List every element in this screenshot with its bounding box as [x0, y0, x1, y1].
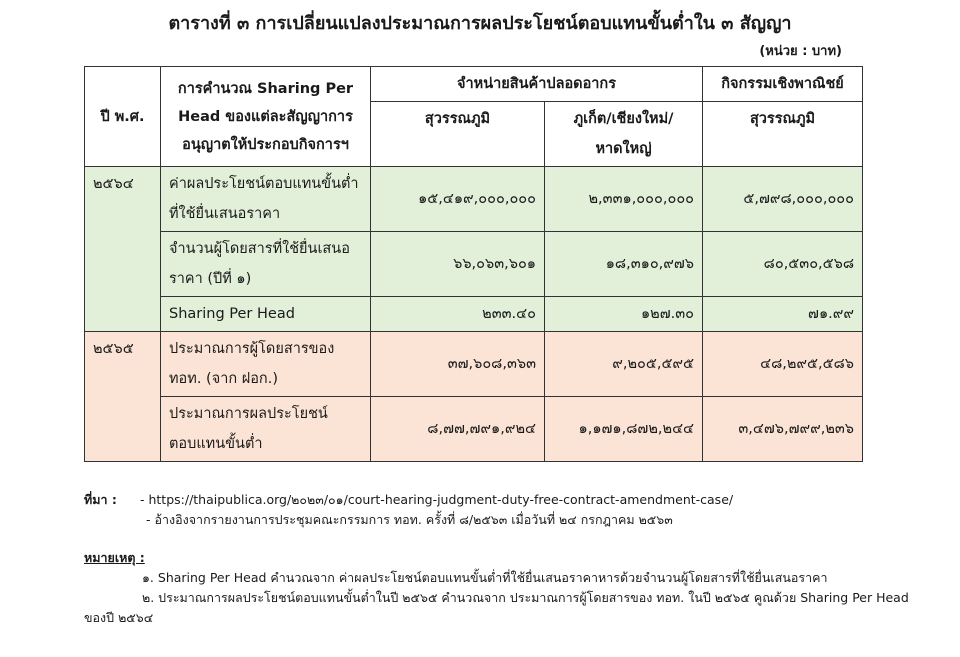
row-label: Sharing Per Head — [161, 297, 371, 332]
table-row — [85, 297, 863, 332]
value-cell: ๑,๑๗๑,๘๗๒,๒๔๔ — [545, 397, 703, 462]
table-row — [85, 397, 863, 462]
value-cell: ๑๕,๔๑๙,๐๐๐,๐๐๐ — [371, 167, 545, 232]
value-cell: ๘,๗๗,๗๙๑,๙๒๔ — [371, 397, 545, 462]
source-reference: - อ้างอิงจากรายงานการประชุมคณะกรรมการ ทอท. ครั้งที่ ๘/๒๕๖๓ เมื่อวันที่ ๒๔ กรกฎาคม ๒๕๖๓ — [146, 512, 673, 527]
source-label: ที่มา : — [84, 492, 117, 507]
header-calc: การคำนวณ Sharing Per Head ของแต่ละสัญญาการอนุญาตให้ประกอบกิจการฯ — [161, 67, 371, 167]
row-label: จำนวนผู้โดยสารที่ใช้ยื่นเสนอราคา (ปีที่ ๑) — [161, 232, 371, 297]
header-duty-free: จำหน่ายสินค้าปลอดอากร — [371, 67, 703, 102]
remarks — [84, 548, 914, 628]
unit-label: (หน่วย : บาท) — [759, 44, 842, 59]
source-link[interactable]: - https://thaipublica.org/๒๐๒๓/๐๑/court-hearing-judgment-duty-free-contract-amendment-case/ — [139, 492, 734, 507]
row-label: ประมาณการผลประโยชน์ตอบแทนขั้นต่ำ — [161, 397, 371, 462]
minimum-benefit-table — [84, 66, 863, 462]
value-cell: ๙,๒๐๕,๕๙๕ — [545, 332, 703, 397]
header-suvarnabhumi: สุวรรณภูมิ — [371, 102, 545, 167]
value-cell: ๑๘,๓๑๐,๙๗๖ — [545, 232, 703, 297]
header-regional: ภูเก็ต/เชียงใหม่/หาดใหญ่ — [545, 102, 703, 167]
value-cell: ๒๓๓.๔๐ — [371, 297, 545, 332]
table-row — [85, 232, 863, 297]
value-cell: ๕,๗๙๘,๐๐๐,๐๐๐ — [703, 167, 863, 232]
year-cell: ๒๕๖๕ — [85, 332, 161, 462]
remark-item: ๑. Sharing Per Head คำนวณจาก ค่าผลประโยชน์ตอบแทนขั้นต่ำที่ใช้ยื่นเสนอราคาหารด้วยจำนวนผู้โดยสารที่ใช้ยื่นเสนอราคา — [142, 570, 828, 585]
row-label: ค่าผลประโยชน์ตอบแทนขั้นต่ำที่ใช้ยื่นเสนอราคา — [161, 167, 371, 232]
page-title: ตารางที่ ๓ การเปลี่ยนแปลงประมาณการผลประโยชน์ตอบแทนขั้นต่ำใน ๓ สัญญา — [168, 13, 792, 34]
table-row — [85, 332, 863, 397]
row-label: ประมาณการผู้โดยสารของ ทอท. (จาก ฝอก.) — [161, 332, 371, 397]
header-suvarnabhumi-commercial: สุวรรณภูมิ — [703, 102, 863, 167]
value-cell: ๓๗,๖๐๘,๓๖๓ — [371, 332, 545, 397]
value-cell: ๑๒๗.๓๐ — [545, 297, 703, 332]
source-notes — [84, 490, 904, 530]
header-year: ปี พ.ศ. — [85, 67, 161, 167]
year-cell: ๒๕๖๔ — [85, 167, 161, 332]
remarks-label: หมายเหตุ : — [84, 550, 145, 565]
value-cell: ๒,๓๓๑,๐๐๐,๐๐๐ — [545, 167, 703, 232]
value-cell: ๗๑.๙๙ — [703, 297, 863, 332]
value-cell: ๓,๔๗๖,๗๙๙,๒๓๖ — [703, 397, 863, 462]
remark-item: ๒. ประมาณการผลประโยชน์ตอบแทนขั้นต่ำในปี ๒๕๖๕ คำนวณจาก ประมาณการผู้โดยสารของ ทอท. ในปี ๒๕๖๕ คูณด้วย Sharing Per Head ของปี ๒๕๖๔ — [84, 590, 909, 625]
table-row — [85, 167, 863, 232]
value-cell: ๔๘,๒๙๕,๕๘๖ — [703, 332, 863, 397]
header-commercial: กิจกรรมเชิงพาณิชย์ — [703, 67, 863, 102]
value-cell: ๘๐,๕๓๐,๕๖๘ — [703, 232, 863, 297]
table-header-row — [85, 67, 863, 102]
value-cell: ๖๖,๐๖๓,๖๐๑ — [371, 232, 545, 297]
